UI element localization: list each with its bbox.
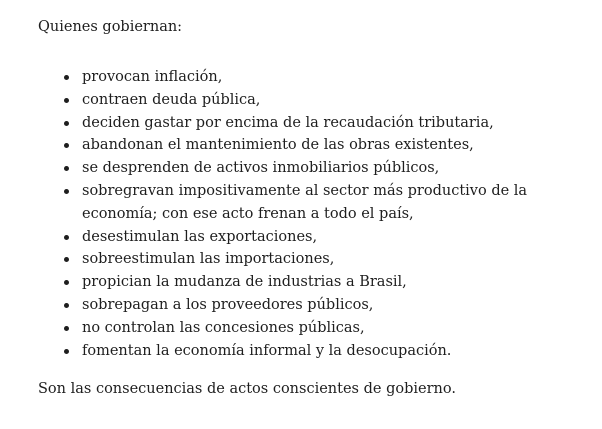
list-item-text: desestimulan las exportaciones,	[82, 228, 318, 245]
bullet-icon	[64, 189, 69, 194]
bullet-icon	[64, 166, 69, 171]
bullet-icon	[64, 326, 69, 331]
bullet-icon	[64, 235, 69, 240]
list-item	[0, 134, 602, 157]
bullet-icon	[64, 143, 69, 148]
list-item-text: sobregravan impositivamente al sector más productivo de la economía; con ese acto frenan a todo el país,	[82, 182, 528, 222]
list-item	[0, 226, 602, 249]
list-item-text: se desprenden de activos inmobiliarios públicos,	[82, 160, 440, 177]
list-item-text: sobreestimulan las importaciones,	[82, 251, 335, 268]
bullet-icon	[64, 280, 69, 285]
bullet-icon	[64, 121, 69, 126]
list-item	[0, 112, 602, 135]
list-item-text: abandonan el mantenimiento de las obras existentes,	[82, 137, 474, 154]
bullet-icon	[64, 98, 69, 103]
list-item-text: contraen deuda pública,	[82, 91, 261, 108]
bullet-icon	[64, 349, 69, 354]
bullet-icon	[64, 75, 69, 80]
list-item	[0, 66, 602, 89]
list-item-text: no controlan las concesiones públicas,	[82, 319, 365, 336]
closing-paragraph: Son las consecuencias de actos conscientes de gobierno.	[38, 381, 456, 397]
list-item	[0, 157, 602, 180]
list-item	[0, 294, 602, 317]
list-item-text: fomentan la economía informal y la desocupación.	[82, 342, 452, 359]
list-item	[0, 317, 602, 340]
bullet-icon	[64, 257, 69, 262]
list-item-text: propician la mudanza de industrias a Brasil,	[82, 274, 407, 291]
list-item-text: provocan inflación,	[82, 69, 223, 85]
intro-paragraph: Quienes gobiernan:	[38, 19, 183, 35]
list-item	[0, 248, 602, 271]
bullet-icon	[64, 303, 69, 308]
list-item	[0, 340, 602, 363]
list-item-text: deciden gastar por encima de la recaudación tributaria,	[82, 114, 494, 131]
list-item	[0, 271, 602, 294]
list-item	[0, 89, 602, 112]
bullet-list	[0, 66, 602, 362]
list-item-text: sobrepagan a los proveedores públicos,	[82, 296, 374, 313]
list-item	[0, 180, 602, 226]
